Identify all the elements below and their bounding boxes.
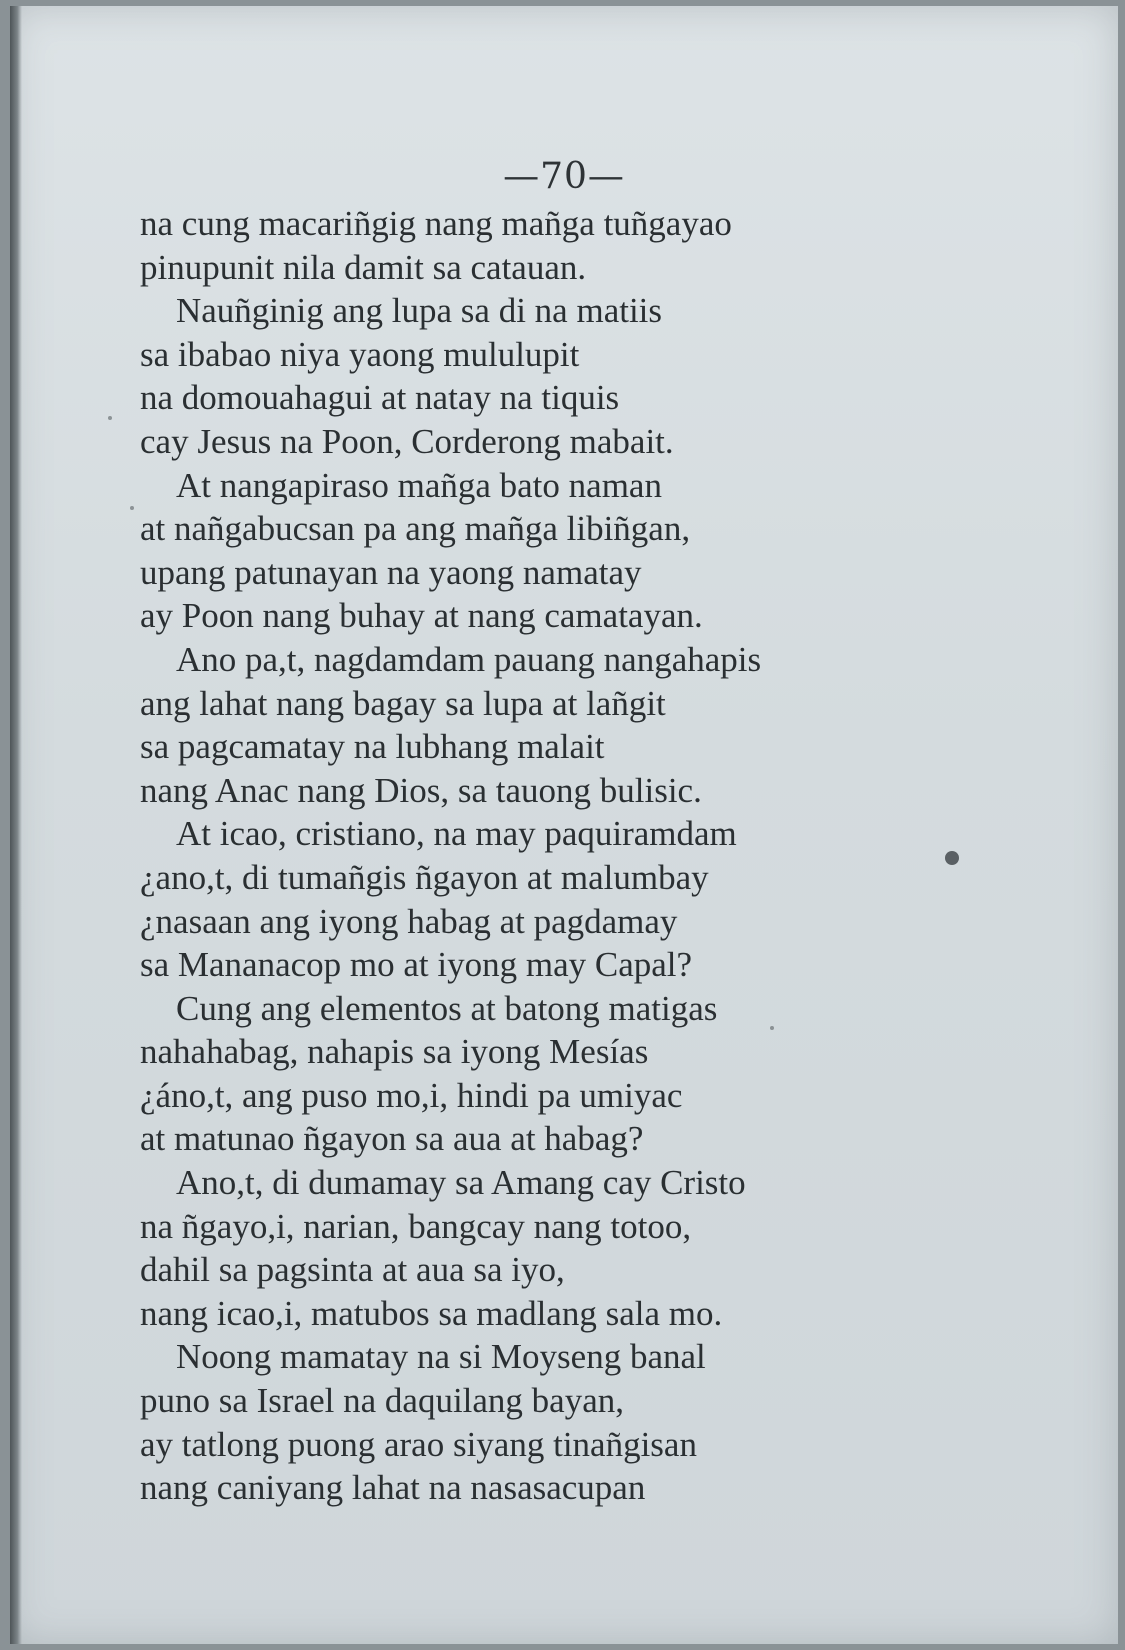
poem-line: ¿áno,t, ang puso mo,i, hindi pa umiyac	[140, 1075, 683, 1115]
scanned-page	[10, 6, 1118, 1644]
poem-line: nang Anac nang Dios, sa tauong bulisic.	[140, 770, 702, 810]
poem-line: nang icao,i, matubos sa madlang sala mo.	[140, 1293, 723, 1333]
poem-line: sa ibabao niya yaong mululupit	[140, 334, 580, 374]
binding-edge	[10, 6, 22, 1644]
poem-line: ay tatlong puong arao siyang tinañgisan	[140, 1424, 697, 1464]
poem-line: Noong mamatay na si Moyseng banal	[176, 1337, 706, 1377]
poem-line: Nauñginig ang lupa sa di na matiis	[176, 291, 663, 331]
poem-line: at nañgabucsan pa ang mañga libiñgan,	[140, 509, 691, 549]
poem-line: Ano pa,t, nagdamdam pauang nangahapis	[176, 639, 762, 679]
poem-line: upang patunayan na yaong namatay	[140, 552, 642, 592]
poem-text	[140, 202, 920, 1510]
poem-line: At icao, cristiano, na may paquiramdam	[176, 814, 737, 854]
ink-speck	[945, 851, 959, 865]
poem-line: ¿nasaan ang iyong habag at pagdamay	[140, 901, 678, 941]
page-number: —70—	[503, 156, 625, 197]
poem-line: at matunao ñgayon sa aua at habag?	[140, 1119, 644, 1159]
ink-speck	[130, 506, 134, 510]
poem-line: Cung ang elementos at batong matigas	[176, 988, 718, 1028]
poem-line: sa pagcamatay na lubhang malait	[140, 727, 605, 767]
ink-speck	[108, 416, 112, 420]
poem-line: ay Poon nang buhay at nang camatayan.	[140, 596, 703, 636]
poem-line: pinupunit nila damit sa catauan.	[140, 247, 587, 287]
poem-line: cay Jesus na Poon, Corderong mabait.	[140, 421, 674, 461]
poem-line: na ñgayo,i, narian, bangcay nang totoo,	[140, 1206, 692, 1246]
poem-line: Ano,t, di dumamay sa Amang cay Cristo	[176, 1163, 746, 1203]
poem-line: dahil sa pagsinta at aua sa iyo,	[140, 1250, 565, 1290]
poem-line: ang lahat nang bagay sa lupa at lañgit	[140, 683, 666, 723]
poem-line: na domouahagui at natay na tiquis	[140, 378, 620, 418]
poem-line: nahahabag, nahapis sa iyong Mesías	[140, 1032, 649, 1072]
poem-line: At nangapiraso mañga bato naman	[176, 465, 662, 505]
poem-line: nang caniyang lahat na nasasacupan	[140, 1468, 646, 1508]
poem-line: sa Mananacop mo at iyong may Capal?	[140, 945, 693, 985]
poem-line: puno sa Israel na daquilang bayan,	[140, 1381, 625, 1421]
poem-line: na cung macariñgig nang mañga tuñgayao	[140, 204, 732, 243]
poem-line: ¿ano,t, di tumañgis ñgayon at malumbay	[140, 857, 709, 897]
